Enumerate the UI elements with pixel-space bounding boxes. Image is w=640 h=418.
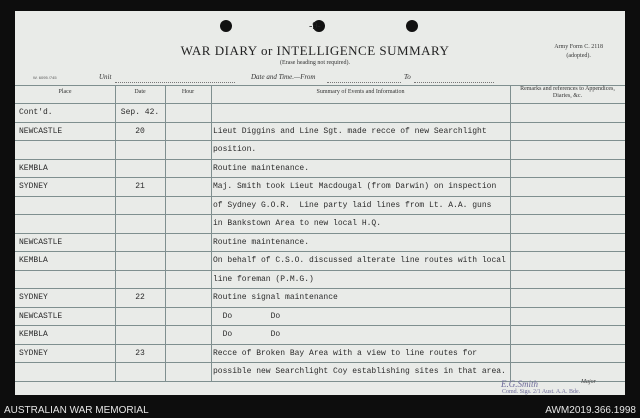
row-date: 20 <box>135 126 145 136</box>
page-subtitle: (Erase heading not required). <box>280 60 350 66</box>
row-summary: Do Do <box>213 330 281 339</box>
row-divider <box>15 122 625 123</box>
col-header-hour: Hour <box>181 89 195 95</box>
print-reference: W. 6095 /745 <box>33 75 57 80</box>
unit-line <box>115 82 235 83</box>
col-header-summary: Summary of Events and Information <box>316 89 405 95</box>
col-header-remarks: Remarks and references to Appendices, Diaries, &c. <box>520 86 615 99</box>
column-divider <box>510 85 511 381</box>
row-divider <box>15 325 625 326</box>
archive-reference: AWM2019.366.1998 <box>545 405 636 416</box>
diary-table <box>15 85 625 381</box>
row-divider <box>15 214 625 215</box>
row-summary: Do Do <box>213 311 281 321</box>
signature: E.G.Smith <box>501 379 538 389</box>
row-divider <box>15 288 625 289</box>
punch-hole <box>220 20 232 32</box>
to-line <box>414 82 494 83</box>
row-divider <box>15 270 625 271</box>
row-summary: On behalf of C.S.O. discussed alterate line routes with local <box>213 256 506 265</box>
date-time-label: Date and Time.—From <box>251 73 316 81</box>
row-date: 22 <box>135 293 145 302</box>
archive-credit: AUSTRALIAN WAR MEMORIAL <box>4 405 149 416</box>
column-divider <box>115 85 116 381</box>
row-place: NEWCASTLE <box>19 126 63 136</box>
row-summary: Routine maintenance. <box>213 237 310 247</box>
col-header-date: Date <box>134 89 146 95</box>
row-divider <box>15 362 625 363</box>
row-place: KEMBLA <box>19 330 48 339</box>
form-line-1: Army Form C. 2118 <box>554 44 603 50</box>
row-place: SYDNEY <box>19 348 48 358</box>
row-summary: Routine signal maintenance <box>213 293 338 302</box>
unit-stamp: Comd. Sigs. 2/1 Aust. A.A. Bde. <box>502 389 581 395</box>
row-place: NEWCASTLE <box>19 237 63 247</box>
row-place: KEMBLA <box>19 163 48 173</box>
row-summary: Lieut Diggins and Line Sgt. made recce of new Searchlight <box>213 126 487 136</box>
column-divider <box>165 85 166 381</box>
diary-page <box>15 11 625 395</box>
row-divider <box>15 159 625 160</box>
row-summary: Routine maintenance. <box>213 163 310 173</box>
punch-hole <box>406 20 418 32</box>
row-summary: Maj. Smith took Lieut Macdougal (from Darwin) on inspection <box>213 182 497 191</box>
row-summary: of Sydney G.O.R. Line party laid lines from Lt. A.A. guns <box>213 200 492 210</box>
row-summary: position. <box>213 145 257 154</box>
row-place: SYDNEY <box>19 182 48 191</box>
form-line-2: (adopted). <box>566 53 591 59</box>
row-place: Cont'd. <box>19 108 53 117</box>
row-divider <box>15 251 625 252</box>
page-number: -9- <box>309 21 321 32</box>
row-date: 21 <box>135 182 145 191</box>
row-summary: line foreman (P.M.G.) <box>213 274 314 284</box>
from-line <box>327 82 401 83</box>
row-date: 23 <box>135 348 145 358</box>
form-number <box>554 43 603 61</box>
row-summary: Recce of Broken Bay Area with a view to line routes for <box>213 348 478 358</box>
row-date: Sep. 42. <box>120 108 160 117</box>
signature-rank: Major <box>581 379 596 385</box>
row-divider <box>15 233 625 234</box>
row-place: NEWCASTLE <box>19 311 63 321</box>
row-divider <box>15 140 625 141</box>
table-header-border <box>15 103 625 104</box>
row-summary: in Bankstown Area to new local H.Q. <box>213 219 382 228</box>
unit-label: Unit <box>99 73 112 81</box>
col-header-place: Place <box>58 89 72 95</box>
row-summary: possible new Searchlight Coy establishing sites in that area. <box>213 367 506 376</box>
row-divider <box>15 344 625 345</box>
row-place: KEMBLA <box>19 256 48 265</box>
page-title: WAR DIARY or INTELLIGENCE SUMMARY <box>180 43 450 58</box>
to-label: To <box>404 73 411 81</box>
row-divider <box>15 307 625 308</box>
row-divider <box>15 196 625 197</box>
column-divider <box>211 85 212 381</box>
row-divider <box>15 177 625 178</box>
row-place: SYDNEY <box>19 293 48 302</box>
